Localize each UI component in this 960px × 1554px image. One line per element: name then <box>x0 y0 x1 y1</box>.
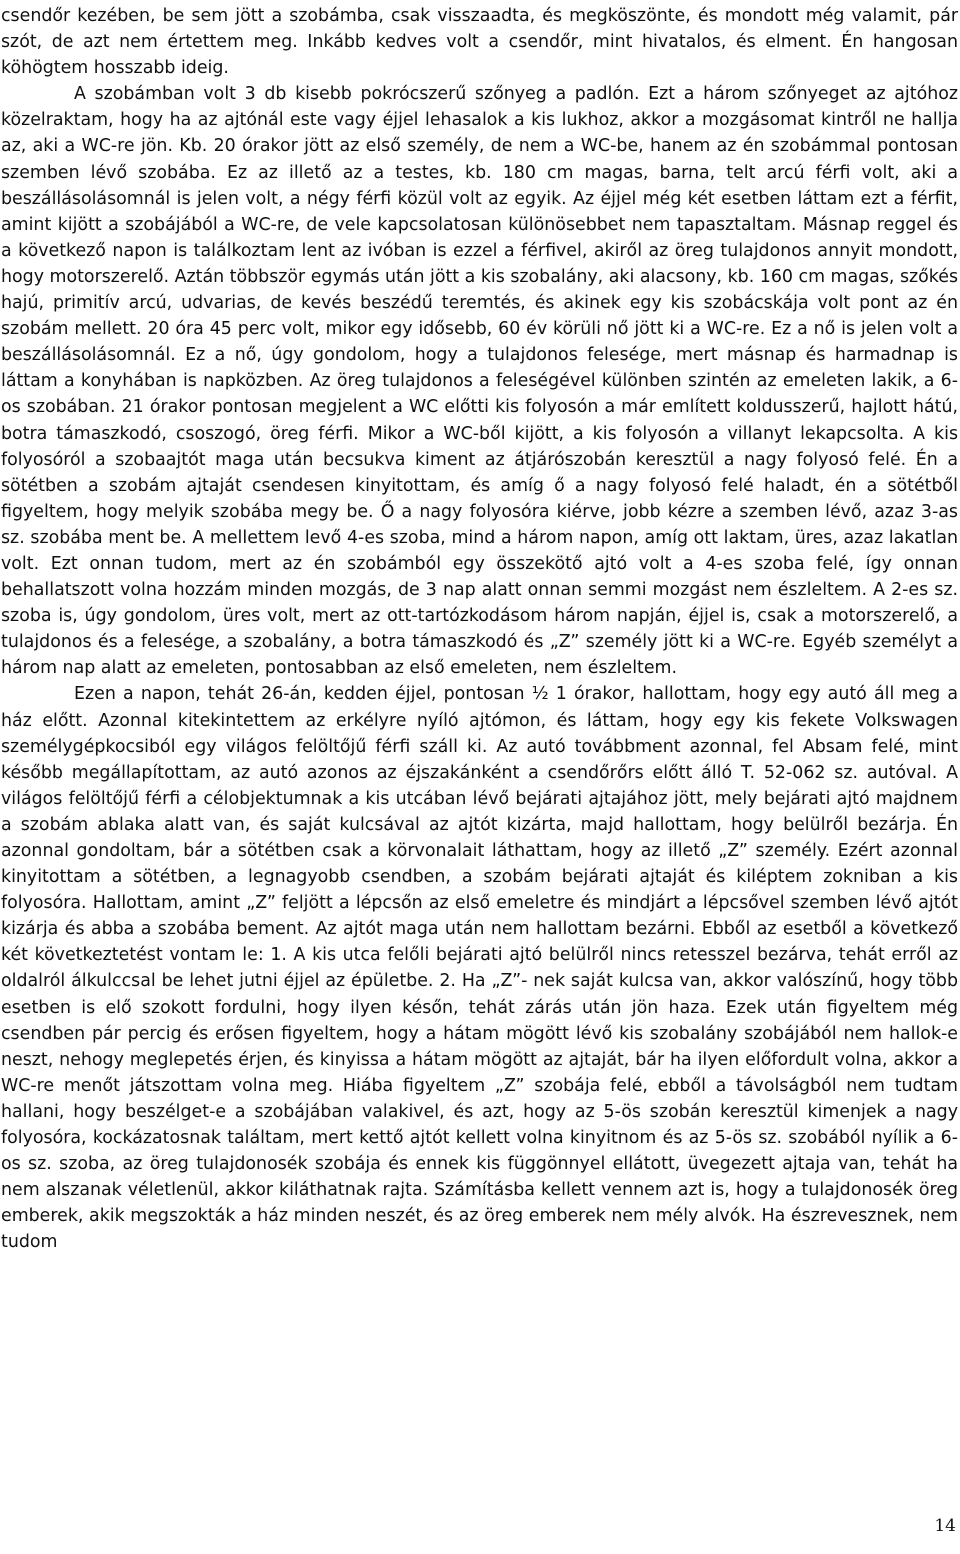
paragraph-2: A szobámban volt 3 db kisebb pokrócszerű szőnyeg a padlón. Ezt a három szőnyeget az ajtóhoz közelraktam, hogy ha az ajtónál este vagy éjjel lehasalok a kis lukhoz, akkor a mozgásomat kintről ne hallja az, aki a WC-re jön. Kb. 20 órakor jött az első személy, de nem a WC-be, hanem az én szobámmal pontosan szemben lévő szobába. Ez az illető az a testes, kb. 180 cm magas, barna, telt arcú férfi volt, aki a beszállásolásomnál is jelen volt, a négy férfi közül volt az egyik. Az éjjel még két esetben láttam ezt a férfit, amint kijött a szobájából a WC-re, de vele kapcsolatosan különösebbet nem tapasztaltam. Másnap reggel és a következő napon is találkoztam lent az ivóban is ezzel a férfivel, akiről az öreg tulajdonos annyit mondott, hogy motorszerelő. Aztán többször egymás után jött a kis szobalány, aki alacsony, kb. 160 cm magas, szőkés hajú, primitív arcú, udvarias, de kevés beszédű teremtés, és akinek egy kis szobácskája volt pont az én szobám mellett. 20 óra 45 perc volt, mikor egy idősebb, 60 év körüli nő jött ki a WC-re. Ez a nő is jelen volt a beszállásolásomnál. Ez a nő, úgy gondolom, hogy a tulajdonos felesége, mert másnap és harmadnap is láttam a konyhában is napközben. Az öreg tulajdonos a feleségével különben szintén az emeleten lakik, a 6-os szobában. 21 órakor pontosan megjelent a WC előtti kis folyosón a már említett koldusszerű, hajlott hátú, botra támaszkodó, csoszogó, öreg férfi. Mikor a WC-ből kijött, a kis folyosón a villanyt lekapcsolta. A kis folyosóról a szobaajtót maga után becsukva kiment az átjárószobán keresztül a nagy folyosó felé. Én a sötétben a szobám ajtaját csendesen kinyitottam, és amíg ő a nagy folyosó felé haladt, én a sötétből figyeltem, hogy melyik szobába megy be. Ő a nagy folyosóra kiérve, jobb kézre a szemben lévő, azaz 3-as sz. szobába ment be. A mellettem levő 4-es szoba, mind a három napon, amíg ott laktam, üres, azaz lakatlan volt. Ezt onnan tudom, mert az én szobámból egy összekötő ajtó volt a 4-es szoba felé, így onnan behallatszott volna hozzám minden mozgás, de 3 nap alatt onnan semmi mozgást nem észleltem. A 2-es sz. szoba is, úgy gondolom, üres volt, mert az ott-tartózkodásom három napján, éjjel is, csak a motorszerelő, a tulajdonos és a felesége, a szobalány, a botra támaszkodó és „Z” személy jött ki a WC-re. Egyéb személyt a három nap alatt az emeleten, pontosabban az első emeleten, nem észleltem. <box>1 84 958 679</box>
paragraph-1: csendőr kezében, be sem jött a szobámba, csak visszaadta, és megköszönte, és mondott még valamit, pár szót, de azt nem értettem meg. Inkább kedves volt a csendőr, mint hivatalos, és elment. Én hangosan köhögtem hosszabb ideig. <box>1 6 958 79</box>
page-number: 14 <box>934 1516 956 1536</box>
body-text <box>1 3 958 1256</box>
paragraph-3: Ezen a napon, tehát 26-án, kedden éjjel, pontosan ½ 1 órakor, hallottam, hogy egy autó áll meg a ház előtt. Azonnal kitekintettem az erkélyre nyíló ajtómon, és láttam, hogy egy kis fekete Volkswagen személygépkocsiból egy világos felöltőjű férfi száll ki. Az autó továbbment azonnal, fel Absam felé, mint később megállapítottam, az autó azonos az éjszakánként a csendőrőrs előtt álló T. 52-062 sz. autóval. A világos felöltőjű férfi a célobjektumnak a kis utcában lévő bejárati ajtajához jött, mely bejárati ajtó majdnem a szobám ablaka alatt van, és saját kulcsával az ajtót kizárta, majd hallottam, hogy belülről bezárja. Én azonnal gondoltam, bár a sötétben csak a körvonalait láthattam, hogy az illető „Z” személy. Ezért azonnal kinyitottam a sötétben, a legnagyobb csendben, a szobám bejárati ajtaját és kiléptem zokniban a kis folyosóra. Hallottam, amint „Z” feljött a lépcsőn az első emeletre és mindjárt a lépcsővel szemben lévő ajtót kizárja és abba a szobába bement. Az ajtót maga után nem hallottam bezárni. Ebből az esetből a következő két következtetést vontam le: 1. A kis utca felőli bejárati ajtó belülről nincs retesszel bezárva, tehát erről az oldalról álkulccsal be lehet jutni éjjel az épületbe. 2. Ha „Z”- nek saját kulcsa van, akkor valószínű, hogy több esetben is elő szokott fordulni, hogy ilyen későn, tehát zárás után jön haza. Ezek után figyeltem még csendben pár percig és erősen figyeltem, hogy a hátam mögött lévő kis szobalány szobájából nem hallok-e neszt, nehogy meglepetés érjen, és kinyissa a hátam mögött az ajtaját, bár ha ilyen előfordult volna, akkor a WC-re menőt játszottam volna meg. Hiába figyeltem „Z” szobája felé, ebből a távolságból nem tudtam hallani, hogy beszélget-e a szobájában valakivel, és azt, hogy az 5-ös szobán keresztül kimenjek a nagy folyosóra, kockázatosnak találtam, mert kettő ajtót kellett volna kinyitnom és az 5-ös sz. szobából nyílik a 6-os sz. szoba, az öreg tulajdonosék szobája és ennek kis függönnyel ellátott, üvegezett ajtaja van, tehát ha nem alszanak véletlenül, akkor kiláthatnak rajta. Számításba kellett vennem azt is, hogy a tulajdonosék öreg emberek, akik megszokták a ház minden neszét, és az öreg emberek nem mély alvók. Ha észrevesznek, nem tudom <box>1 684 958 1253</box>
